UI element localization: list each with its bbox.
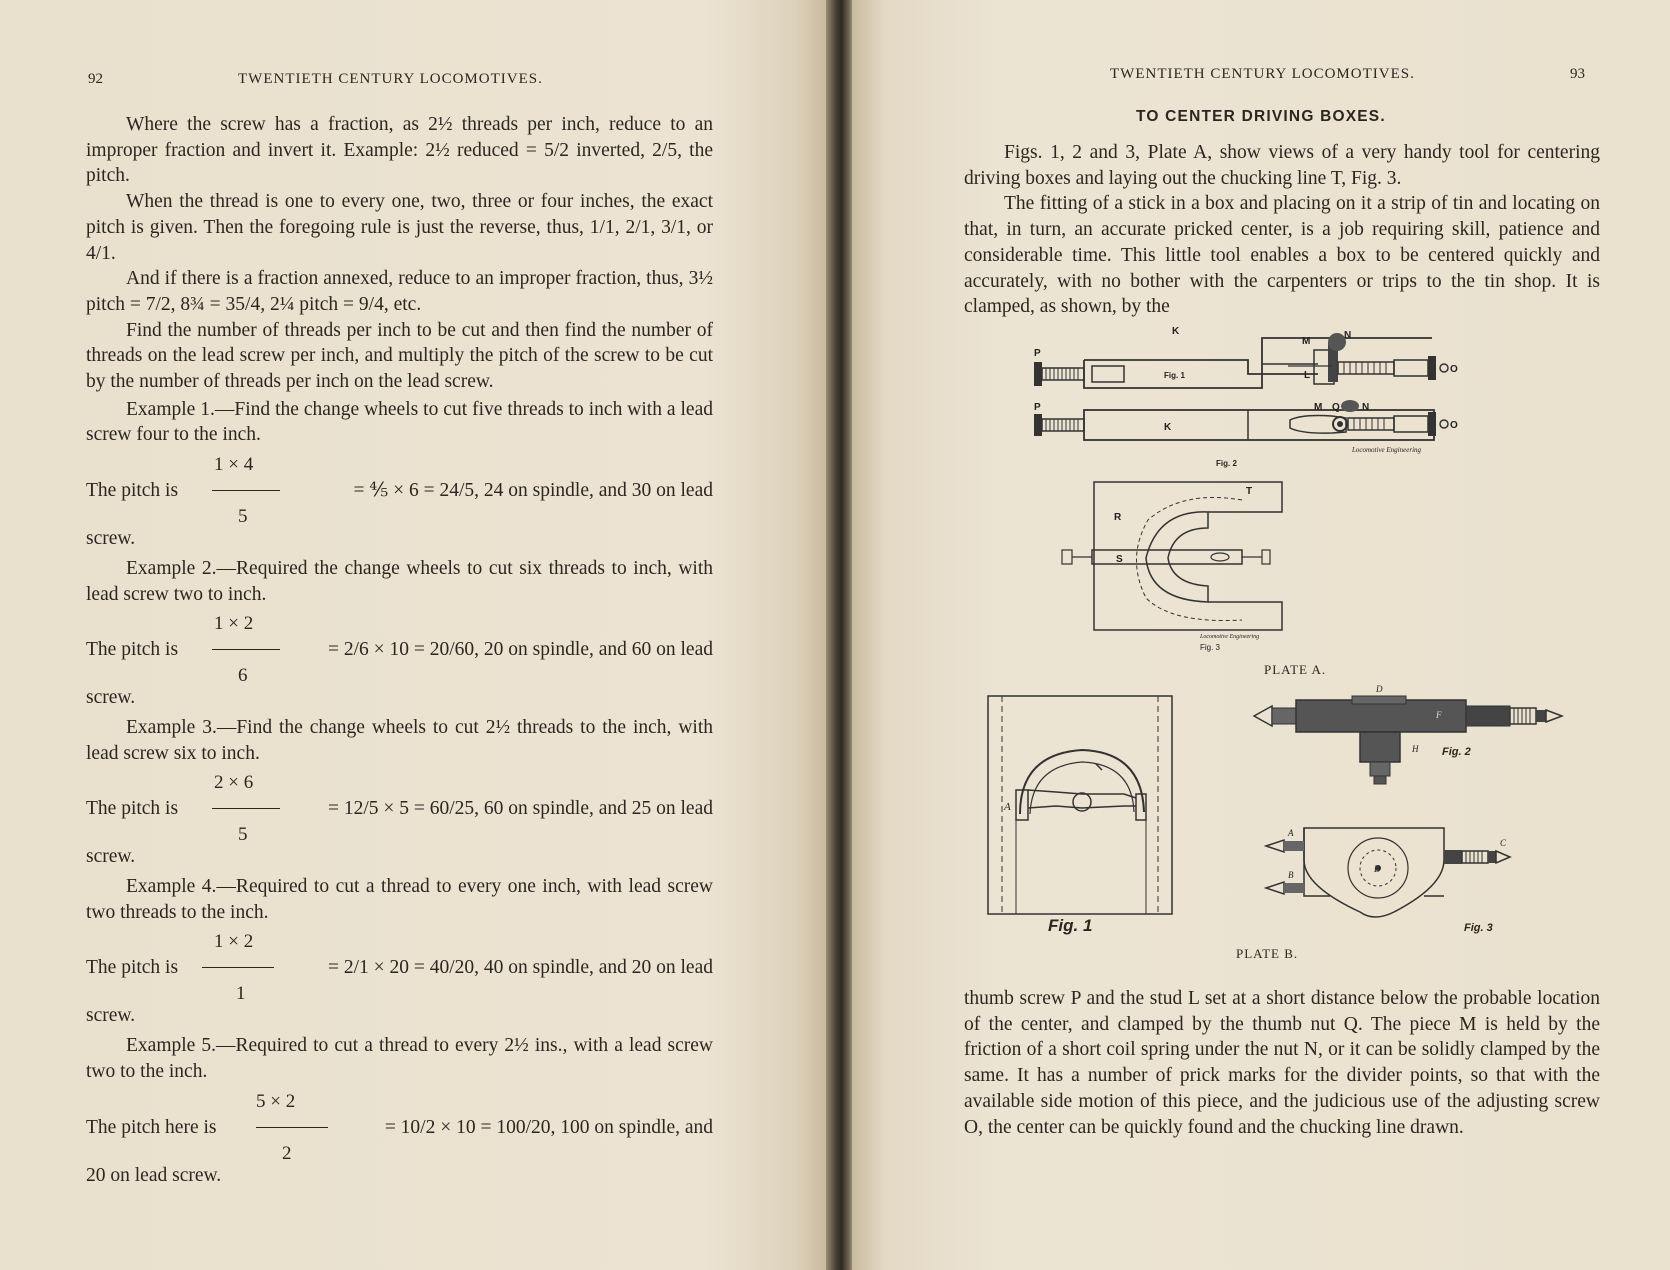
paragraph: And if there is a fraction annexed, reduce to an improper fraction, thus, 3½ pitch = 7/2, 8¾ = 35/4, 2¼ pitch = 9/4, etc.: [86, 268, 713, 315]
section-heading: TO CENTER DRIVING BOXES.: [1136, 108, 1386, 125]
formula-1: [86, 450, 713, 526]
example-4: Example 4.—Required to cut a thread to every one inch, with lead screw two threads to the inch.: [86, 876, 713, 923]
formula-result: = 10/2 × 10 = 100/20, 100 on spindle, and: [384, 1116, 713, 1138]
letter-s: S: [1116, 554, 1123, 565]
letter-t: T: [1246, 486, 1253, 497]
brass-c: [1146, 512, 1208, 602]
paragraph: Figs. 1, 2 and 3, Plate A, show views of a very handy tool for centering driving boxes and laying out the chucking line T, Fig. 3.: [964, 142, 1600, 189]
right-body-bottom: [964, 986, 1600, 1140]
formula-lead: The pitch is: [86, 957, 179, 979]
formula-numerator: 2 × 6: [214, 772, 254, 794]
letter-f: F: [1436, 710, 1442, 720]
fig-2-label: Fig. 2: [1216, 459, 1237, 468]
plate-b-fig-1: [986, 694, 1176, 934]
letter-o: O: [1450, 364, 1458, 375]
fraction-bar: [212, 649, 280, 650]
credit-locomotive-engineering: Locomotive Engineering: [1200, 634, 1260, 640]
fig-3-label: Fig. 3: [1200, 643, 1221, 652]
formula-numerator: 5 × 2: [256, 1090, 296, 1112]
bar-s: [1092, 550, 1242, 564]
left-body-text: [86, 112, 713, 1188]
plate-b-fig-3-label: Fig. 3: [1464, 922, 1493, 934]
letter-d: D: [1374, 864, 1381, 874]
plate-b-fig-3: [1264, 826, 1564, 936]
letter-r: R: [1114, 512, 1122, 523]
formula-numerator: 1 × 2: [214, 931, 254, 953]
formula-tail: screw.: [86, 528, 136, 550]
right-body-top: [964, 140, 1600, 320]
formula-4: [86, 927, 713, 1003]
paragraph: Find the number of threads per inch to be cut and then find the number of threads on the lead screw per inch, and multiply the pitch of the screw to be cut by the number of threads per inch on the lead screw.: [86, 319, 713, 393]
letter-h: H: [1412, 744, 1419, 754]
credit-locomotive-engineering: Locomotive Engineering: [1352, 446, 1422, 454]
running-head-right: TWENTIETH CENTURY LOCOMOTIVES.: [1110, 66, 1415, 82]
page-number-left: 92: [88, 71, 103, 87]
running-head-left: TWENTIETH CENTURY LOCOMOTIVES.: [238, 71, 543, 87]
letter-n: N: [1362, 402, 1370, 413]
formula-tail: screw.: [86, 687, 136, 709]
slot: [1092, 366, 1124, 382]
paragraph: Where the screw has a fraction, as 2½ threads per inch, reduce to an improper fraction and invert it. Example: 2½ reduced = 5/2 inverted, 2/5, the pitch.: [86, 114, 713, 187]
book-gutter: [826, 0, 854, 1270]
formula-numerator: 1 × 2: [214, 613, 254, 635]
fraction-bar: [212, 490, 280, 491]
plate-a-fig-3: [1092, 480, 1322, 660]
formula-denominator: 2: [282, 1142, 292, 1164]
paragraph: When the thread is one to every one, two, three or four inches, the exact pitch is given. Then the foregoing rule is just the reverse, thus, 1/1, 2/1, 3/1, or 4/1.: [86, 191, 713, 264]
letter-o: O: [1450, 420, 1458, 431]
letter-k: K: [1172, 326, 1180, 337]
formula-result: = 12/5 × 5 = 60/25, 60 on spindle, and 25 on lead: [327, 798, 713, 820]
plate-b-fig-2: [1252, 686, 1572, 796]
formula-denominator: 6: [238, 665, 248, 687]
letter-m: M: [1302, 336, 1311, 347]
letter-c: C: [1500, 838, 1507, 848]
letter-k: K: [1164, 422, 1172, 433]
letter-q: Q: [1332, 402, 1340, 413]
letter-b: B: [1288, 870, 1294, 880]
letter-a: A: [1288, 828, 1294, 838]
formula-denominator: 5: [238, 506, 248, 528]
plate-b-fig-1-label: Fig. 1: [1048, 916, 1093, 935]
formula-tail: screw.: [86, 1005, 136, 1027]
formula-denominator: 1: [236, 983, 246, 1005]
letter-d: D: [1376, 684, 1383, 694]
formula-tail: 20 on lead screw.: [86, 1164, 222, 1186]
formula-lead: The pitch is: [86, 480, 179, 502]
paragraph: The fitting of a stick in a box and placing on it a strip of tin and locating on that, in turn, an accurate pricked center, is a job requiring skill, patience and considerable time. This little tool enables a box to be centered quickly and accurately, with no bother with the carpenters or trips to the tin shop. It is clamped, as shown, by the: [964, 193, 1600, 318]
letter-a: A: [1004, 801, 1011, 813]
letter-m: M: [1314, 402, 1323, 413]
bar-k-fig2: [1084, 410, 1434, 440]
plate-b-fig-2-label: Fig. 2: [1442, 746, 1471, 758]
example-1: Example 1.—Find the change wheels to cut five threads to inch with a lead screw four to the inch.: [86, 398, 713, 446]
formula-numerator: 1 × 4: [214, 454, 254, 476]
plate-a-fig-1-2: [1032, 326, 1512, 470]
page-number-right: 93: [1570, 66, 1585, 82]
letter-p: P: [1034, 348, 1041, 359]
formula-lead: The pitch is: [86, 798, 179, 820]
formula-5: [86, 1087, 713, 1163]
fraction-bar: [256, 1127, 328, 1128]
formula-2: [86, 609, 713, 685]
example-2: Example 2.—Required the change wheels to cut six threads to inch, with lead screw two to inch.: [86, 557, 713, 605]
formula-3: [86, 768, 713, 844]
letter-n: N: [1344, 330, 1352, 341]
letter-l: L: [1304, 370, 1311, 381]
plate-b-caption: PLATE B.: [1236, 946, 1299, 961]
letter-p: P: [1034, 402, 1041, 413]
formula-result: = 2/1 × 20 = 40/20, 40 on spindle, and 20 on lead: [327, 957, 713, 979]
formula-tail: screw.: [86, 846, 136, 868]
thumb-screw-head: [1034, 362, 1042, 386]
formula-lead: The pitch here is: [86, 1116, 217, 1138]
formula-result: = ⅘ × 6 = 24/5, 24 on spindle, and 30 on lead: [353, 480, 713, 502]
left-page: [0, 0, 828, 1270]
example-3: Example 3.—Find the change wheels to cut 2½ threads to the inch, with lead screw six to inch.: [86, 716, 713, 764]
fraction-bar: [202, 967, 274, 968]
plate-a-caption: PLATE A.: [1264, 662, 1327, 677]
formula-lead: The pitch is: [86, 639, 179, 661]
right-page: [852, 0, 1670, 1270]
formula-denominator: 5: [238, 824, 248, 846]
formula-result: = 2/6 × 10 = 20/60, 20 on spindle, and 60 on lead: [327, 639, 713, 661]
fraction-bar: [212, 808, 280, 809]
fig-1-label: Fig. 1: [1164, 371, 1185, 380]
paragraph: thumb screw P and the stud L set at a short distance below the probable location of the center, and clamped by the thumb nut Q. The piece M is held by the friction of a short coil spring under the nut N, or it can be solidly clamped by the same. It has a number of prick marks for the divider points, so that with the available side motion of this piece, and the judicious use of the adjusting screw O, the center can be quickly found and the chucking line drawn.: [964, 988, 1600, 1138]
example-5: Example 5.—Required to cut a thread to every 2½ ins., with a lead screw two to the inch.: [86, 1035, 713, 1082]
